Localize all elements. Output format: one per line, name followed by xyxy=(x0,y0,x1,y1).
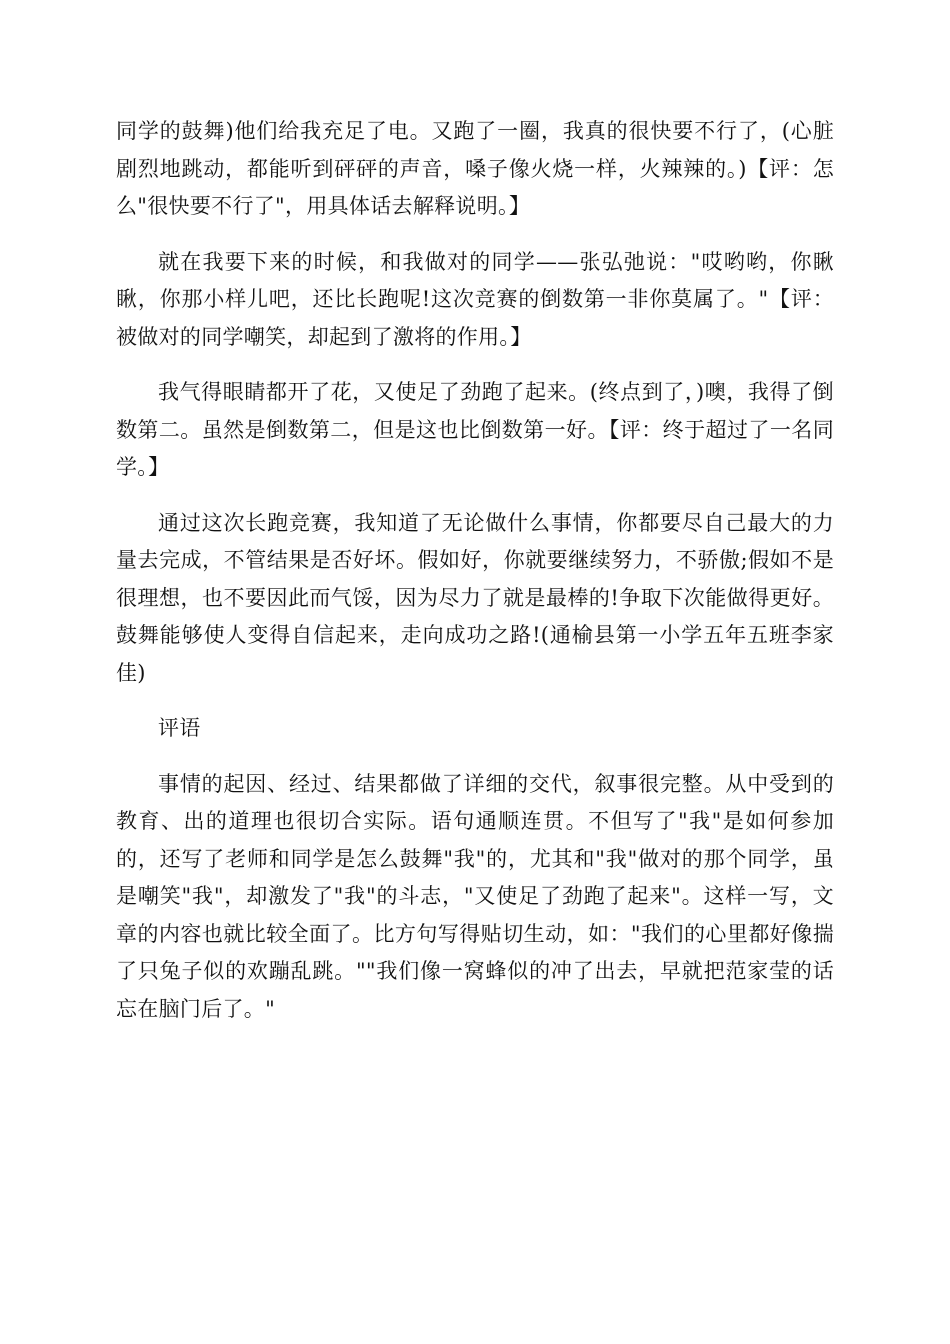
paragraph-conclusion: 通过这次长跑竞赛，我知道了无论做什么事情，你都要尽自己最大的力量去完成，不管结果是否好坏。假如好，你就要继续努力，不骄傲;假如不是很理想，也不要因此而气馁，因为尽力了就是最棒的!争取下次能做得更好。鼓舞能够使人变得自信起来，走向成功之路!(通榆县第一小学五年五班李家佳) xyxy=(116,510,834,685)
document-page xyxy=(116,113,834,1046)
paragraph-finish: 我气得眼睛都开了花，又使足了劲跑了起来。(终点到了，)噢，我得了倒数第二。虽然是倒数第二，但是这也比倒数第一好。【评：终于超过了一名同学。】 xyxy=(116,380,834,479)
comment-heading: 评语 xyxy=(158,716,201,740)
paragraph-continuation: 同学的鼓舞)他们给我充足了电。又跑了一圈，我真的很快要不行了，(心脏剧烈地跳动，都能听到砰砰的声音，嗓子像火烧一样，火辣辣的。)【评：怎么"很快要不行了"，用具体话去解释说明。】 xyxy=(116,119,834,218)
paragraph-taunt: 就在我要下来的时候，和我做对的同学——张弘弛说："哎哟哟，你瞅瞅，你那小样儿吧，还比长跑呢!这次竞赛的倒数第一非你莫属了。"【评：被做对的同学嘲笑，却起到了激将的作用。】 xyxy=(116,249,834,349)
comment-text: 事情的起因、经过、结果都做了详细的交代，叙事很完整。从中受到的教育、出的道理也很切合实际。语句通顺连贯。不但写了"我"是如何参加的，还写了老师和同学是怎么鼓舞"我"的，尤其和"我"做对的那个同学，虽是嘲笑"我"，却激发了"我"的斗志，"又使足了劲跑了起来"。这样一写，文章的内容也就比较全面了。比方句写得贴切生动，如："我们的心里都好像揣了只兔子似的欢蹦乱跳。""我们像一窝蜂似的冲了出去，早就把范家莹的话忘在脑门后了。" xyxy=(116,771,834,1021)
